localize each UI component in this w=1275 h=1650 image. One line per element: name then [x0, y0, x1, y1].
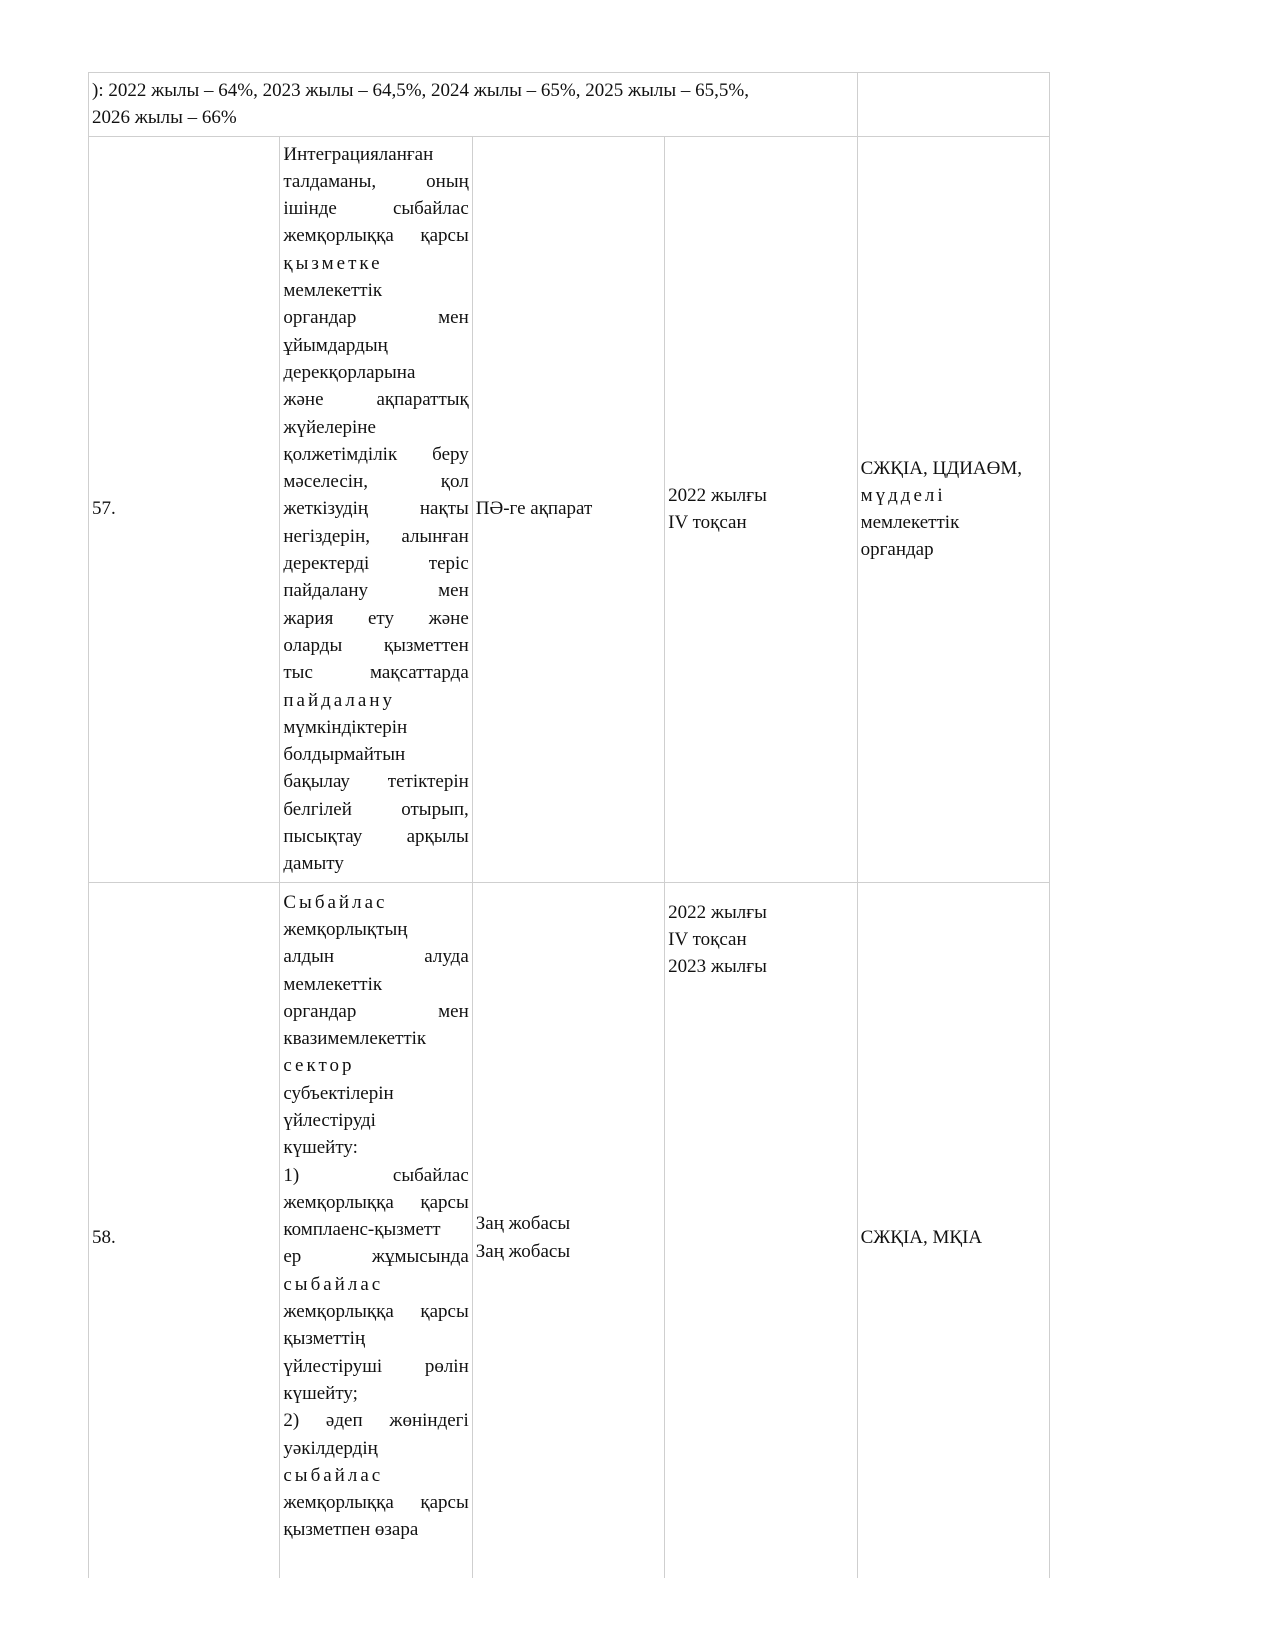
- cell-line: органдар: [860, 539, 934, 561]
- cell-line: оларды қызметтен: [283, 634, 469, 656]
- cell-line: СЖҚІА, МҚІА: [860, 1226, 983, 1248]
- cell-line: дамыту: [283, 853, 344, 875]
- row-number: 58.: [89, 882, 280, 1593]
- cell-line: жемқорлыққа қарсы: [283, 225, 469, 247]
- cell-line: алдын алуда: [283, 946, 469, 968]
- cell-line: қызметпен өзара: [283, 1519, 419, 1541]
- cell-line: жемқорлыққа қарсы: [283, 1492, 469, 1514]
- continuation-cell: [89, 73, 858, 137]
- action-plan-table: [88, 72, 1050, 1594]
- form-cell: [472, 882, 664, 1593]
- cell-line: сыбайлас: [283, 1273, 384, 1295]
- cell-line: 2023 жылғы: [668, 956, 767, 978]
- cell-line: мемлекеттік: [860, 512, 960, 534]
- measure-cell: [280, 136, 472, 882]
- cell-line: деректерді теріс: [283, 553, 469, 575]
- cell-line: негіздерін, алынған: [283, 525, 469, 547]
- cell-line: талдаманы, оның: [283, 170, 469, 192]
- measure-cell: [280, 882, 472, 1593]
- cell-line: органдар мен: [283, 307, 469, 329]
- continuation-empty-cell: [857, 73, 1049, 137]
- deadline-cell: [665, 136, 857, 882]
- responsible-cell: [857, 136, 1049, 882]
- cell-line: тыс мақсаттарда: [283, 662, 469, 684]
- cell-line: IV тоқсан: [668, 928, 747, 950]
- cell-line: үйлестіруші рөлін: [283, 1355, 469, 1377]
- continuation-line: 2026 жылы – 66%: [92, 107, 237, 129]
- cell-line: 2022 жылғы: [668, 901, 767, 923]
- cell-line: 2022 жылғы: [668, 484, 767, 506]
- form-cell: [472, 136, 664, 882]
- cell-line: пысықтау арқылы: [283, 826, 469, 848]
- cell-line: күшейту;: [283, 1382, 358, 1404]
- cell-line: пайдалану: [283, 689, 395, 711]
- cell-line: сыбайлас: [283, 1464, 384, 1486]
- cell-line: болдырмайтын: [283, 744, 406, 766]
- responsible-cell: [857, 882, 1049, 1593]
- cell-line: мүмкіндіктерін: [283, 716, 408, 738]
- page-bottom-margin: [0, 1578, 1275, 1650]
- cell-line: 2) әдеп жөніндегі: [283, 1410, 469, 1432]
- cell-line: Заң жобасы: [475, 1240, 571, 1262]
- cell-line: пайдалану мен: [283, 580, 469, 602]
- cell-line: жемқорлыққа қарсы: [283, 1301, 469, 1323]
- cell-line: үйлестіруді: [283, 1109, 376, 1131]
- cell-line: квазимемлекеттік: [283, 1028, 427, 1050]
- continuation-row: [89, 73, 1050, 137]
- cell-line: ер жұмысында: [283, 1246, 469, 1268]
- cell-line: IV тоқсан: [668, 512, 747, 534]
- row-number: 57.: [89, 136, 280, 882]
- cell-line: субъектілерін: [283, 1082, 394, 1104]
- cell-line: жемқорлықтың: [283, 918, 408, 940]
- cell-line: жария ету және: [283, 607, 469, 629]
- cell-line: Интеграцияланған: [283, 143, 434, 165]
- continuation-line: ): 2022 жылы – 64%, 2023 жылы – 64,5%, 2024 жылы – 65%, 2025 жылы – 65,5%,: [92, 80, 749, 101]
- cell-line: белгілей отырып,: [283, 798, 469, 820]
- deadline-cell: [665, 882, 857, 1593]
- cell-line: ішінде сыбайлас: [283, 198, 469, 220]
- cell-line: және ақпараттық: [283, 389, 469, 411]
- cell-line: күшейту:: [283, 1137, 358, 1159]
- cell-line: қызметке: [283, 252, 383, 274]
- cell-line: уәкілдердің: [283, 1437, 378, 1459]
- cell-line: жүйелеріне: [283, 416, 376, 438]
- cell-line: сектор: [283, 1055, 355, 1077]
- cell-line: мемлекеттік: [283, 280, 383, 302]
- cell-line: қолжетімділік беру: [283, 443, 469, 465]
- cell-line: бақылау тетіктерін: [283, 771, 469, 793]
- cell-line: жеткізудің нақты: [283, 498, 469, 520]
- cell-line: мүдделі: [860, 484, 946, 506]
- cell-line: комплаенс-қызметт: [283, 1219, 441, 1241]
- cell-line: Заң жобасы: [475, 1213, 571, 1235]
- cell-line: мемлекеттік: [283, 973, 383, 995]
- cell-line: ПӘ-ге ақпарат: [475, 498, 593, 520]
- cell-line: СЖҚІА, ЦДИАӨМ,: [860, 457, 1023, 479]
- cell-line: дерекқорларына: [283, 361, 416, 383]
- table-row-58: [89, 882, 1050, 1593]
- cell-line: органдар мен: [283, 1000, 469, 1022]
- cell-line: жемқорлыққа қарсы: [283, 1191, 469, 1213]
- cell-line: 1) сыбайлас: [283, 1164, 469, 1186]
- cell-line: Сыбайлас: [283, 891, 388, 913]
- cell-line: қызметтің: [283, 1328, 366, 1350]
- cell-line: ұйымдардың: [283, 334, 388, 356]
- cell-line: мәселесін, қол: [283, 471, 469, 493]
- table-row-57: [89, 136, 1050, 882]
